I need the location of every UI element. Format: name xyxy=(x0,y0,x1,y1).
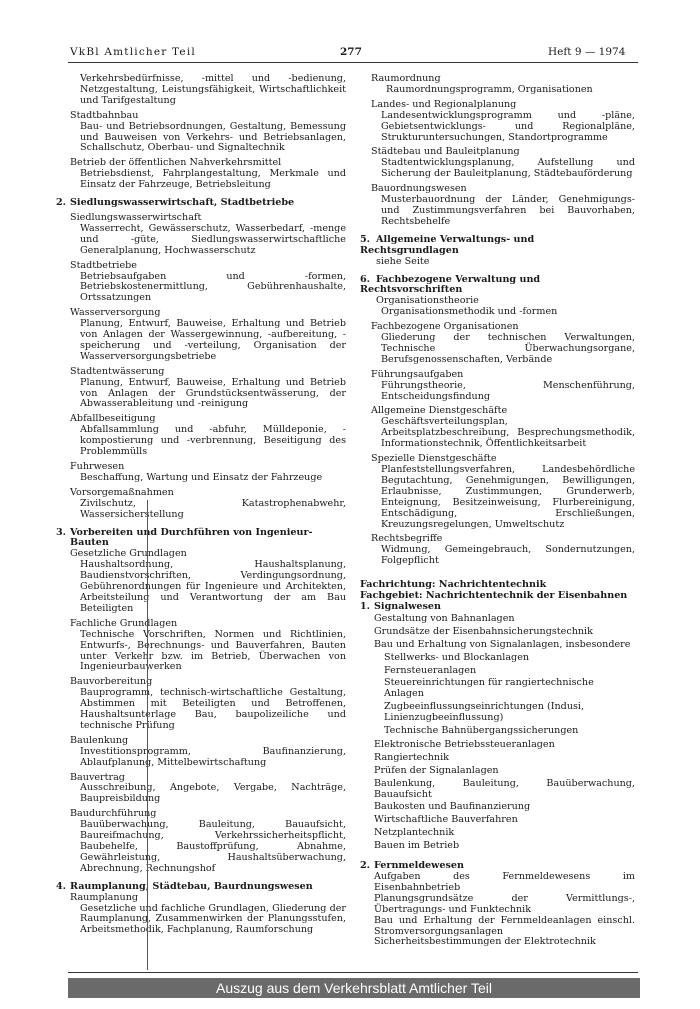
text-siedlungswasser: Wasserrecht, Gewässerschutz, Wasserbedarf, -menge und -güte, Siedlungswasserwirtschaftliche Generalplanung, Hochwasserschutz xyxy=(80,222,346,256)
heading-staedtebau: Städtebau und Bauleitplanung xyxy=(371,146,520,158)
text-bauordnung: Musterbauordnung der Länder, Genehmigungs- und Zustimmungsverfahren bei Bauvorhaben, Rechtsbehelfe xyxy=(381,194,635,227)
signal-section-heading xyxy=(360,602,635,613)
section-2-number: 2. xyxy=(56,197,67,209)
footer-banner: Auszug aus dem Verkehrsblatt Amtlicher Teil xyxy=(68,978,640,998)
heading-organisationstheorie: Organisationstheorie xyxy=(376,295,479,307)
section-3-title: Vorbereiten und Durchführen von Ingenieur-Bauten xyxy=(70,526,313,549)
heading-fachbezogene-org: Fachbezogene Organisationen xyxy=(371,321,519,333)
text-siehe-seite: siehe Seite xyxy=(376,255,430,267)
footer-rule xyxy=(68,972,638,973)
text-rechtsbegriffe: Widmung, Gemeingebrauch, Sondernutzungen, Folgepflicht xyxy=(381,544,635,567)
fachrichtung-label: Fachrichtung: Nachrichtentechnik xyxy=(360,579,547,591)
text-landesplanung: Landesentwicklungsprogramm und -pläne, Gebietsentwicklungs- und Regionalpläne, Strukturuntersuchungen, Standortprogramme xyxy=(381,109,635,143)
heading-baudurchfuehrung: Baudurchführung xyxy=(70,808,157,820)
heading-rechtsbegriffe: Rechtsbegriffe xyxy=(371,533,443,545)
fernmelde-section-number: 2. xyxy=(360,860,371,872)
heading-allgemeine-dienst: Allgemeine Dienstgeschäfte xyxy=(371,405,508,417)
signal-item: Prüfen der Signalanlagen xyxy=(374,764,499,776)
signal-item: Bau und Erhaltung von Signalanlagen, insbesondere xyxy=(374,638,631,650)
section-2-title: Siedlungswasserwirtschaft, Stadtbetriebe xyxy=(70,197,295,209)
text-fuhrwesen: Beschaffung, Wartung und Einsatz der Fahrzeuge xyxy=(80,471,323,483)
section-3-number: 3. xyxy=(56,526,67,538)
signal-item: Wirtschaftliche Bauverfahren xyxy=(374,814,518,826)
signal-section-number: 1. xyxy=(360,600,371,612)
text-raumordnung: Raumordnungsprogramm, Organisationen xyxy=(386,83,593,95)
left-column xyxy=(56,73,346,936)
section-4-title: Raumplanung, Städtebau, Baurdnungswesen xyxy=(70,880,313,892)
fernmelde-section-title: Fernmeldewesen xyxy=(374,860,464,872)
heading-vorsorge: Vorsorgemaßnahmen xyxy=(70,486,174,498)
text-staedtebau: Stadtentwicklungsplanung, Aufstellung und Sicherung der Bauleitplanung, Städtebauförderung xyxy=(381,157,635,180)
heading-baulenkung: Baulenkung xyxy=(70,734,129,746)
heading-bauordnung: Bauordnungswesen xyxy=(371,183,467,195)
text-fachliche: Technische Vorschriften, Normen und Richtlinien, Entwurfs-, Berechnungs- und Bauverfahren, Bauten unter Verkehr bzw. im Betrieb, Überwachen von Ingenieurbauwerken xyxy=(80,628,346,673)
section-5-heading xyxy=(360,235,635,257)
fernmelde-item: Aufgaben des Fernmeldewesens im Eisenbahnbetrieb xyxy=(374,871,635,893)
signal-item: Grundsätze der Eisenbahnsicherungstechnik xyxy=(374,625,593,637)
text-baudurchfuehrung: Bauüberwachung, Bauleitung, Bauaufsicht, Baureifmachung, Verkehrssicherheitspflicht, Baubehelfe, Baustoffprüfung, Abnahme, Gewährleistung, Haushaltsüberwachung, Abrechnung, Rechnungshof xyxy=(80,819,346,874)
heading-stadtentwaesserung: Stadtentwässerung xyxy=(70,365,165,377)
page-number: 277 xyxy=(340,46,362,58)
text-abfall: Abfallsammlung und -abfuhr, Mülldeponie, -kompostierung und -verbrennung, Beseitigung des Problemmülls xyxy=(80,424,346,458)
text-baulenkung: Investitionsprogramm, Baufinanzierung, Ablaufplanung, Mittelbewirtschaftung xyxy=(80,745,346,768)
heading-fachliche: Fachliche Grundlagen xyxy=(70,617,178,629)
signal-item: Rangiertechnik xyxy=(374,751,449,763)
heading-bauvorbereitung: Bauvorbereitung xyxy=(70,676,153,688)
text-allgemeine-dienst: Geschäftsverteilungsplan, Arbeitsplatzbeschreibung, Besprechungsmethodik, Informationstechnik, Öffentlichkeitsarbeit xyxy=(381,416,635,450)
running-header-left: VkBl Amtlicher Teil xyxy=(70,46,196,58)
signal-section-title: Signalwesen xyxy=(374,600,441,612)
scan-margin-line xyxy=(147,500,148,970)
right-column xyxy=(360,74,635,948)
signal-item: Baulenkung, Bauleitung, Bauüberwachung, Bauaufsicht xyxy=(374,777,635,800)
signal-subitem: Zugbeeinflussungseinrichtungen (Indusi, Linienzugbeeinflussung) xyxy=(384,701,585,724)
text-gesetzliche: Haushaltsordnung, Haushaltsplanung, Baudienstvorschriften, Verdingungsordnung, Gebührenordnungen für Ingenieure und Architekten, Arbeitsteilung und Verantwortung der am Bau Beteiligten xyxy=(80,559,346,614)
text-stadtentwaesserung: Planung, Entwurf, Bauweise, Erhaltung und Betrieb von Anlagen der Grundstücksentwässerung, der Abwasserableitung und -reinigung xyxy=(80,376,346,410)
text-vorsorge: Zivilschutz, Katastrophenabwehr, Wassersicherstellung xyxy=(80,497,346,520)
signal-item: Elektronische Betriebssteueranlagen xyxy=(374,738,555,750)
heading-raumordnung: Raumordnung xyxy=(371,73,441,84)
text-betrieb: Betriebsdienst, Fahrplangestaltung, Merkmale und Einsatz der Fahrzeuge, Betriebsleitung xyxy=(80,168,346,191)
text-stadtbahnbau: Bau- und Betriebsordnungen, Gestaltung, Bemessung und Bauweisen von Verkehrs- und Betriebsanlagen, Schallschutz, Oberbau- und Signaltechnik xyxy=(80,120,346,154)
signal-subitem: Technische Bahnübergangssicherungen xyxy=(384,725,579,737)
signal-item: Bauen im Betrieb xyxy=(374,840,460,852)
heading-stadtbetriebe: Stadtbetriebe xyxy=(70,259,137,271)
fachgebiet-label: Fachgebiet: Nachrichtentechnik der Eisenbahnen xyxy=(360,590,628,602)
heading-raumplanung: Raumplanung xyxy=(70,891,139,903)
heading-betrieb: Betrieb der öffentlichen Nahverkehrsmittel xyxy=(70,157,282,169)
section-4-number: 4. xyxy=(56,880,67,892)
heading-siedlungswasser: Siedlungswasserwirtschaft xyxy=(70,211,202,223)
signal-item: Baukosten und Baufinanzierung xyxy=(374,801,531,813)
intro-text: Verkehrsbedürfnisse, -mittel und -bedienung, Netzgestaltung, Leistungsfähigkeit, Wirtschaftlichkeit und Tarifgestaltung xyxy=(80,73,346,106)
signal-subitem: Stellwerks- und Blockanlagen xyxy=(384,651,530,663)
fernmelde-item: Bau und Erhaltung der Fernmeldeanlagen einschl. Stromversorgungsanlagen xyxy=(374,914,635,937)
heading-abfall: Abfallbeseitigung xyxy=(70,413,156,425)
heading-landesplanung: Landes- und Regionalplanung xyxy=(371,98,517,110)
section-5-title: Allgemeine Verwaltungs- und Rechtsgrundlagen xyxy=(360,233,535,256)
text-stadtbetriebe: Betriebsaufgaben und -formen, Betriebskostenermittlung, Gebührenhaushalte, Ortssatzungen xyxy=(80,270,346,304)
text-bauvertrag: Ausschreibung, Angebote, Vergabe, Nachträge, Baupreisbildung xyxy=(80,782,346,805)
signal-item: Netzplantechnik xyxy=(374,827,455,839)
signal-subitem: Steuereinrichtungen für rangiertechnische Anlagen xyxy=(384,677,594,700)
text-bauvorbereitung: Bauprogramm, technisch-wirtschaftliche Gestaltung, Abstimmen mit Beteiligten und Betroffenen, Haushaltsunterlage Bau, baupolizeiliche und technische Prüfung xyxy=(80,687,346,731)
section-6-number: 6. xyxy=(360,273,371,285)
text-fuehrung: Führungstheorie, Menschenführung, Entscheidungsfindung xyxy=(381,379,635,402)
fernmelde-item: Sicherheitsbestimmungen der Elektrotechnik xyxy=(374,936,596,948)
heading-wasserversorgung: Wasserversorgung xyxy=(70,307,161,319)
heading-fuhrwesen: Fuhrwesen xyxy=(70,461,125,472)
fernmelde-item: Planungsgrundsätze der Vermittlungs-, Übertragungs- und Funktechnik xyxy=(374,892,635,915)
text-organisationstheorie: Organisationsmethodik und -formen xyxy=(381,306,558,318)
text-fachbezogene-org: Gliederung der technischen Verwaltungen, Technische Überwachungsorgane, Berufsgenossenschaften, Verbände xyxy=(381,332,635,365)
heading-fuehrung: Führungsaufgaben xyxy=(371,368,464,380)
signal-subitem: Fernsteueranlagen xyxy=(384,664,477,676)
issue-label: Heft 9 — 1974 xyxy=(548,46,626,58)
section-3-heading xyxy=(56,526,346,550)
header-rule xyxy=(68,62,638,63)
section-5-number: 5. xyxy=(360,233,371,245)
heading-bauvertrag: Bauvertrag xyxy=(70,771,125,783)
text-raumplanung: Gesetzliche und fachliche Grundlagen, Gliederung der Raumplanung, Zusammenwirken der Planungsstufen, Arbeitsmethodik, Fachplanung, Raumforschung xyxy=(80,902,346,936)
heading-stadtbahnbau: Stadtbahnbau xyxy=(70,109,139,121)
section-4-heading xyxy=(56,880,346,893)
section-6-heading xyxy=(360,275,635,297)
heading-gesetzliche: Gesetzliche Grundlagen xyxy=(70,548,187,560)
signal-item: Gestaltung von Bahnanlagen xyxy=(374,612,515,624)
section-6-title: Fachbezogene Verwaltung und Rechtsvorschriften xyxy=(360,273,541,296)
heading-spezielle-dienst: Spezielle Dienstgeschäfte xyxy=(371,453,497,465)
text-spezielle-dienst: Planfeststellungsverfahren, Landesbehördliche Begutachtung, Genehmigungen, Bewilligungen, Erlaubnisse, Zustimmungen, Grunderwerb, Enteignung, Besitzeinweisung, Flurbereinigung, Entschädigung, Erschließungen, Kreuzungsregelungen, Umweltschutz xyxy=(381,464,635,530)
text-wasserversorgung: Planung, Entwurf, Bauweise, Erhaltung und Betrieb von Anlagen der Wassergewinnung, -aufbereitung, -speicherung und -verteilung, Organisation der Wasserversorgungsbetriebe xyxy=(80,318,346,362)
section-2-heading xyxy=(56,197,346,209)
